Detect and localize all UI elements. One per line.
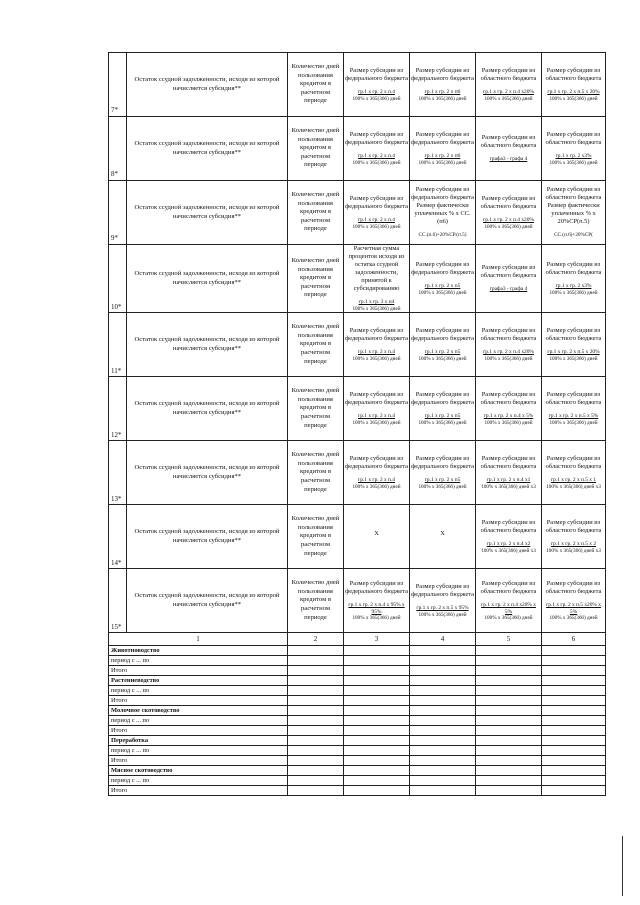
formula-row [109,245,606,313]
subsidy-formula-cell [542,569,606,633]
empty-cell [476,696,542,706]
formula-title: Размер субсидии из областного бюджета [545,327,602,343]
formula-title: Размер субсидии из федерального бюджета [411,391,474,407]
formula-title: Размер субсидии из федерального бюджета [345,66,408,82]
empty-cell [344,786,410,796]
period-row [109,746,606,756]
subsidy-formula-cell [410,181,476,245]
formula-numerator: гр.1 х гр. 2 х п.4 [358,216,395,223]
formula-title: Размер субсидии из федерального бюджета [345,327,408,343]
period-row-label: период с ... по [109,716,288,726]
loan-balance-label: Остаток ссудной задолженности, исходя из которой начисляется субсидия** [127,569,288,633]
empty-cell [344,686,410,696]
formula-denominator: 100% х 365(366) дней [352,95,401,102]
formula-denominator: 100% х 365(366) дней [549,615,598,622]
empty-cell [542,646,606,656]
formula-denominator: 100% х 365(366) дней х3 [546,547,601,554]
empty-cell [344,716,410,726]
empty-cell [344,746,410,756]
subsidy-formula-cell [542,505,606,569]
subsidy-formula-cell [344,53,410,117]
empty-cell [288,736,344,746]
empty-cell [344,666,410,676]
row-number: 11* [109,313,127,377]
section-title-label: Животноводство [109,646,288,656]
total-row [109,696,606,706]
subsidy-formula-cell [344,181,410,245]
empty-cell [410,686,476,696]
total-row-label: Итого [109,696,288,706]
formula-numerator: гр.1 х гр. 2 х3% [555,152,592,159]
empty-cell [542,776,606,786]
period-row [109,686,606,696]
formula-title: Размер субсидии из областного бюджета [545,579,602,595]
formula-title: Размер субсидии из федерального бюджета Размер фактически уплаченных % х СС.(п6) [411,186,474,226]
formula-title: Х [440,529,445,537]
formula-denominator: 100% х 365(366) дней [352,419,401,426]
formula-denominator: 100% х 365(366) дней [418,355,467,362]
formula-title: Размер субсидии из федерального бюджета [411,66,474,82]
formula-denominator: 100% х 365(366) дней [484,615,533,622]
subsidy-formula-cell [344,313,410,377]
subsidy-formula-cell [542,245,606,313]
empty-cell [542,676,606,686]
total-row [109,786,606,796]
formula-numerator: гр.1 х гр. 2 х п5 [424,413,461,420]
subsidy-formula-cell [476,53,542,117]
formula-denominator: 100% х 365(366) дней [418,483,467,490]
formula-title: Размер субсидии из областного бюджета [545,519,602,535]
column-number: 5 [476,633,542,646]
column-number-row [109,633,606,646]
empty-cell [476,706,542,716]
empty-cell [344,696,410,706]
period-row-label: период с ... по [109,776,288,786]
formula-title: Размер субсидии из областного бюджета [480,134,537,150]
total-row [109,726,606,736]
row-number: 14* [109,505,127,569]
empty-cell [476,776,542,786]
column-number: 3 [344,633,410,646]
section-title [109,736,606,746]
formula-numerator: гр.1 х гр. 2 х п.5 х 5% [548,413,599,420]
formula-title: Размер субсидии из областного бюджета [545,130,602,146]
formula-denominator: СС.(п.6)+20%СР( [554,232,593,239]
formula-numerator: гр.1 х гр. 2 х п.5 х 1 [550,477,597,484]
formula-row [109,505,606,569]
empty-cell [542,656,606,666]
empty-cell [344,676,410,686]
empty-cell [288,706,344,716]
formula-denominator: 100% х 365(366) дней [549,355,598,362]
empty-cell [410,756,476,766]
empty-cell [410,746,476,756]
empty-cell [410,786,476,796]
empty-cell [288,726,344,736]
empty-cell [476,786,542,796]
row-number: 8* [109,117,127,181]
formula-denominator: 100% х 365(366) дней [549,289,598,296]
subsidy-formula-cell [344,441,410,505]
subsidy-formula-cell [542,377,606,441]
formula-numerator: гр.1 х гр. 2 х п.4 [358,413,395,420]
period-row-label: период с ... по [109,746,288,756]
empty-cell [410,736,476,746]
formula-numerator: гр.1 х гр. 2 х п.4 х1 [486,477,531,484]
empty-cell [344,726,410,736]
formula-row [109,377,606,441]
empty-cell [410,646,476,656]
formula-title: Размер субсидии из федерального бюджета [345,194,408,210]
formula-numerator: гр.1 х гр. 2 х п.4 [358,88,395,95]
empty-cell [542,726,606,736]
formula-numerator: гр.1 х гр. 2 х п.4 х 95% х 95% [348,601,405,615]
formula-denominator: 100% х 365(366) дней х3 [546,483,601,490]
total-row-label: Итого [109,666,288,676]
empty-cell [410,726,476,736]
period-row [109,716,606,726]
formula-title: Размер субсидии из федерального бюджета [411,130,474,146]
loan-balance-label: Остаток ссудной задолженности, исходя из которой начисляется субсидия** [127,53,288,117]
formula-title: Размер субсидии из федерального бюджета [411,583,474,599]
formula-numerator: гр.1 х гр. 2 х п5 [424,283,461,289]
formula-row [109,441,606,505]
subsidy-formula-cell [410,53,476,117]
formula-numerator: гр.1 х гр. 2 х п.4 х2 [486,541,531,548]
empty-cell [410,656,476,666]
empty-cell [476,726,542,736]
formula-row [109,117,606,181]
formula-title: Х [374,529,379,537]
empty-cell [476,656,542,666]
formula-denominator: 100% х 365(366) дней х3 [481,547,536,554]
formula-title: Размер субсидии из областного бюджета [480,66,537,82]
subsidy-formula-cell [542,441,606,505]
empty-cell [344,736,410,746]
subsidy-formula-cell [476,313,542,377]
empty-cell [542,686,606,696]
subsidy-formula-cell [344,505,410,569]
subsidy-formula-cell [476,569,542,633]
subsidy-formula-cell [476,245,542,313]
empty-cell [542,746,606,756]
formula-numerator: гр.1 х гр. 2 х п.5 х20% х 5% [546,601,601,615]
empty-cell [288,766,344,776]
formula-title: Размер субсидии из федерального бюджета [411,455,474,471]
period-row [109,776,606,786]
subsidy-formula-cell [542,181,606,245]
section-title-label: Растениеводство [109,676,288,686]
section-title-label: Мясное скотоводство [109,766,288,776]
column-number: 2 [288,633,344,646]
empty-cell [476,646,542,656]
days-count-label: Количество дней пользования кредитом в расчетном периоде [288,441,344,505]
period-row-label: период с ... по [109,686,288,696]
formula-numerator: гр.1 х гр. 2 х п.5 х 20% [547,349,600,356]
formula-denominator: 100% х 365(366) дней [484,223,533,230]
formula-denominator: 100% х 365(366) дней [352,159,401,166]
section-title [109,766,606,776]
formula-title: Размер субсидии из федерального бюджета [345,391,408,407]
loan-balance-label: Остаток ссудной задолженности, исходя из которой начисляется субсидия** [127,313,288,377]
empty-cell [288,786,344,796]
empty-cell [344,646,410,656]
empty-cell [542,706,606,716]
row-number: 13* [109,441,127,505]
subsidy-formula-cell [476,505,542,569]
loan-balance-label: Остаток ссудной задолженности, исходя из которой начисляется субсидия** [127,117,288,181]
empty-cell [288,676,344,686]
empty-cell [542,696,606,706]
empty-cell [542,666,606,676]
formula-title: Размер субсидии из федерального бюджета [345,455,408,471]
subsidy-formula-cell [410,377,476,441]
formula-numerator: гр.1 х гр. 2 х п5 [424,349,461,356]
empty-cell [410,776,476,786]
empty-cell [410,716,476,726]
formula-denominator: 100% х 365(366) дней [549,159,598,166]
formula-numerator: гр.1 х гр. 2 х п.4 х 5% [483,413,534,420]
subsidy-formula-cell [476,181,542,245]
subsidy-table-sheet [108,52,605,796]
formula-denominator: СС.(п.6)+20%СР.(п.5) [418,232,467,239]
formula-title: Размер субсидии из областного бюджета [545,391,602,407]
subsidy-formula-cell [542,117,606,181]
column-number: 1 [109,633,288,646]
section-title-label: Переработка [109,736,288,746]
empty-cell [476,676,542,686]
formula-row [109,181,606,245]
formula-row [109,53,606,117]
empty-cell [542,786,606,796]
days-count-label: Количество дней пользования кредитом в расчетном периоде [288,569,344,633]
formula-title: Размер субсидии из областного бюджета [545,455,602,471]
section-title [109,646,606,656]
formula-numerator: гр.1 х гр. 2 х3% [555,283,592,289]
empty-cell [288,716,344,726]
empty-cell [542,756,606,766]
empty-cell [542,766,606,776]
margin-scan-line [622,836,623,896]
formula-title: Размер субсидии из областного бюджета Размер фактически уплаченных % х 20%СР(п.5) [545,186,602,226]
total-row-label: Итого [109,786,288,796]
days-count-label: Количество дней пользования кредитом в расчетном периоде [288,181,344,245]
subsidy-formula-cell [344,377,410,441]
subsidy-formula-cell [476,117,542,181]
formula-row [109,569,606,633]
formula-title: Расчетная сумма процентов исходя из остатка ссудной задолженности, принятой к субсидированию [348,245,405,292]
formula-title: Размер субсидии из областного бюджета [545,66,602,82]
empty-cell [344,776,410,786]
formula-title: Размер субсидии из областного бюджета [480,327,537,343]
formula-denominator: 100% х 365(366) дней [418,611,467,618]
days-count-label: Количество дней пользования кредитом в расчетном периоде [288,377,344,441]
formula-denominator: 100% х 365(366) дней [418,159,467,166]
formula-numerator: гр.1 х гр. 2 х п.4 [358,152,395,159]
empty-cell [410,666,476,676]
loan-balance-label: Остаток ссудной задолженности, исходя из которой начисляется субсидия** [127,505,288,569]
empty-cell [476,716,542,726]
empty-cell [476,746,542,756]
formula-denominator: 100% х 365(366) дней [352,305,401,312]
formula-title: Размер субсидии из областного бюджета [480,579,537,595]
formula-denominator: 100% х 365(366) дней [352,223,401,230]
formula-title: Размер субсидии из федерального бюджета [411,327,474,343]
subsidy-formula-cell [476,377,542,441]
subsidy-formula-cell [542,313,606,377]
days-count-label: Количество дней пользования кредитом в расчетном периоде [288,117,344,181]
empty-cell [288,746,344,756]
subsidy-formula-cell [542,53,606,117]
formula-numerator: гр.1 х гр. 2 х п.5 х 20% [547,88,600,95]
empty-cell [476,736,542,746]
empty-cell [410,766,476,776]
empty-cell [288,686,344,696]
formula-title: Размер субсидии из областного бюджета [480,519,537,535]
empty-cell [476,756,542,766]
formula-denominator: 100% х 365(366) дней [484,95,533,102]
formula-title: Размер субсидии из федерального бюджета [411,261,474,276]
total-row-label: Итого [109,756,288,766]
formula-denominator: 100% х 365(366) дней [549,419,598,426]
days-count-label: Количество дней пользования кредитом в расчетном периоде [288,505,344,569]
formula-denominator: 100% х 365(366) дней х3 [481,483,536,490]
empty-cell [288,666,344,676]
empty-cell [476,686,542,696]
formula-denominator: 100% х 365(366) дней [418,289,467,296]
empty-cell [288,656,344,666]
formula-title: Размер субсидии из областного бюджета [545,261,602,276]
loan-balance-label: Остаток ссудной задолженности, исходя из которой начисляется субсидия** [127,181,288,245]
subsidy-formula-cell [410,505,476,569]
formula-denominator: 100% х 365(366) дней [418,419,467,426]
days-count-label: Количество дней пользования кредитом в расчетном периоде [288,313,344,377]
formula-title: Размер субсидии из областного бюджета [480,455,537,471]
loan-balance-label: Остаток ссудной задолженности, исходя из которой начисляется субсидия** [127,377,288,441]
formula-title: Размер субсидии из федерального бюджета [345,579,408,595]
subsidy-formula-cell [344,117,410,181]
loan-balance-label: Остаток ссудной задолженности, исходя из которой начисляется субсидия** [127,245,288,313]
period-row-label: период с ... по [109,656,288,666]
formula-numerator: гр.1 х гр. 2 х п6 [424,152,461,159]
subsidy-formula-cell [476,441,542,505]
formula-denominator: 100% х 365(366) дней [484,419,533,426]
row-number: 15* [109,569,127,633]
total-row [109,666,606,676]
empty-cell [476,766,542,776]
empty-cell [410,676,476,686]
formula-numerator: гр.1 х гр. 2 х п.5 х 95% [416,605,469,612]
subsidy-formula-cell [410,245,476,313]
empty-cell [344,756,410,766]
empty-cell [344,706,410,716]
section-title-label: Молочное скотоводство [109,706,288,716]
subsidy-formula-cell [410,441,476,505]
loan-balance-label: Остаток ссудной задолженности, исходя из которой начисляется субсидия** [127,441,288,505]
empty-cell [410,696,476,706]
period-row [109,656,606,666]
subsidy-formula-cell [344,245,410,313]
section-title [109,676,606,686]
total-row [109,756,606,766]
empty-cell [410,706,476,716]
row-number: 10* [109,245,127,313]
days-count-label: Количество дней пользования кредитом в расчетном периоде [288,245,344,313]
formula-title: Размер субсидии из областного бюджета [480,264,537,280]
total-row-label: Итого [109,726,288,736]
empty-cell [542,716,606,726]
formula-title: Размер субсидии из областного бюджета [480,194,537,210]
column-number: 6 [542,633,606,646]
empty-cell [476,666,542,676]
formula-numerator: гр.1 х гр. 2 х п.4 [358,477,395,484]
formula-denominator: 100% х 365(366) дней [352,483,401,490]
formula-title: Размер субсидии из федерального бюджета [345,130,408,146]
formula-numerator: гр.1 х гр. 2 х п.4 [358,349,395,356]
formula-denominator: 100% х 365(366) дней [549,95,598,102]
formula-denominator: 100% х 365(366) дней [484,355,533,362]
formula-numerator: гр.1 х гр. 2 х п.4 х20% [483,88,534,95]
formula-numerator: гр.1 х гр. 2 х п6 [424,88,461,95]
formula-numerator: гр.1 х гр. 2 х п5 [424,477,461,484]
row-number: 9* [109,181,127,245]
formula-numerator: гр.1 х гр. 2 х п.4 х20% [483,216,534,223]
subsidy-formula-cell [410,569,476,633]
formula-title: Размер субсидии из областного бюджета [480,391,537,407]
days-count-label: Количество дней пользования кредитом в расчетном периоде [288,53,344,117]
row-number: 7* [109,53,127,117]
section-title [109,706,606,716]
empty-cell [344,766,410,776]
column-number: 4 [410,633,476,646]
subsidy-calculation-table [108,52,606,796]
formula-numerator: гр.1 х гр. 3 х п4 [358,299,395,305]
formula-numerator: графа3 - графа 4 [489,286,528,293]
formula-denominator: 100% х 365(366) дней [418,95,467,102]
subsidy-formula-cell [344,569,410,633]
formula-numerator: гр.1 х гр. 2 х п.4 х20% х 5% [481,601,536,615]
formula-denominator: 100% х 365(366) дней [352,615,401,622]
row-number: 12* [109,377,127,441]
empty-cell [288,696,344,706]
subsidy-formula-cell [410,117,476,181]
subsidy-formula-cell [410,313,476,377]
empty-cell [288,646,344,656]
formula-row [109,313,606,377]
formula-numerator: гр.1 х гр. 2 х п.5 х 2 [550,541,597,548]
formula-numerator: гр.1 х гр. 2 х п.4 х20% [483,349,534,356]
empty-cell [344,656,410,666]
empty-cell [288,756,344,766]
formula-numerator: графа3 - графа 4 [489,156,528,163]
formula-denominator: 100% х 365(366) дней [352,355,401,362]
empty-cell [288,776,344,786]
empty-cell [542,736,606,746]
